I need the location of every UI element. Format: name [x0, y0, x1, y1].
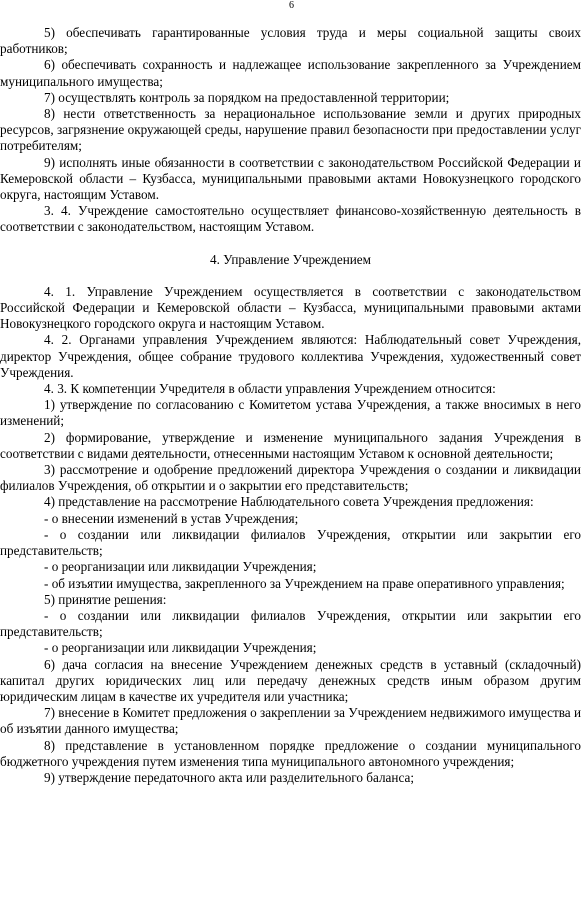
list-item: 7) внесение в Комитет предложения о закреплении за Учреждением недвижимого имущества и об изъятии данного имущества;	[0, 705, 581, 737]
clause-paragraph: 4. 2. Органами управления Учреждением являются: Наблюдательный совет Учреждения, директор Учреждения, общее собрание трудового коллектива Учреждения, художественный совет Учреждения.	[0, 332, 581, 380]
clause-paragraph: 4. 3. К компетенции Учредителя в области управления Учреждением относится:	[44, 381, 496, 397]
sub-list-item: - о внесении изменений в устав Учреждения;	[44, 510, 299, 526]
page-number: 6	[289, 0, 294, 11]
list-item: 4) представление на рассмотрение Наблюдательного совета Учреждения предложения:	[44, 494, 534, 510]
list-item: 6) дача согласия на внесение Учреждением денежных средств в уставный (складочный) капитал других юридических лиц или передачу денежных средств иным образом другим юридическим лицам в качестве их учредителя или участника;	[0, 656, 581, 704]
list-item: 8) представление в установленном порядке предложение о создании муниципального бюджетного учреждения путем изменения типа муниципального автономного учреждения;	[0, 737, 581, 769]
sub-list-item: - о создании или ликвидации филиалов Учреждения, открытии или закрытии его представительств;	[0, 526, 581, 559]
list-item: 6) обеспечивать сохранность и надлежащее использование закрепленного за Учреждением муниципального имущества;	[0, 57, 581, 89]
list-item: 8) нести ответственность за нерациональное использование земли и других природных ресурсов, загрязнение окружающей среды, нарушение правил безопасности при предоставлении услуг потребителям;	[0, 106, 581, 154]
list-item: 1) утверждение по согласованию с Комитетом устава Учреждения, а также вносимых в него изменений;	[0, 397, 581, 429]
list-item: 9) исполнять иные обязанности в соответствии с законодательством Российской Федерации и Кемеровской области – Кузбасса, муниципальными правовыми актами Новокузнецкого городского округа, настоящим Уставом.	[0, 154, 581, 203]
list-item: 2) формирование, утверждение и изменение муниципального задания Учреждения в соответствии с видами деятельности, отнесенными настоящим Уставом к основной деятельности;	[0, 429, 581, 461]
list-item: 9) утверждение передаточного акта или разделительного баланса;	[44, 769, 414, 785]
sub-list-item: - о создании или ликвидации филиалов Учреждения, открытии или закрытии его представительств;	[0, 607, 581, 640]
section-heading: 4. Управление Учреждением	[209, 251, 372, 267]
clause-paragraph: 3. 4. Учреждение самостоятельно осуществляет финансово-хозяйственную деятельность в соответствии с законодательством, настоящим Уставом.	[0, 203, 581, 235]
sub-list-item: - о реорганизации или ликвидации Учреждения;	[44, 640, 317, 656]
sub-list-item: - о реорганизации или ликвидации Учреждения;	[44, 559, 317, 575]
clause-paragraph: 4. 1. Управление Учреждением осуществляется в соответствии с законодательством Российской Федерации и Кемеровской области – Кузбасса, муниципальными правовыми актами Новокузнецкого городского округа и настоящим Уставом.	[0, 283, 581, 332]
sub-list-item: - об изъятии имущества, закрепленного за Учреждением на праве оперативного управления;	[44, 575, 565, 591]
list-item: 5) обеспечивать гарантированные условия труда и меры социальной защиты своих работников;	[0, 25, 581, 57]
list-item: 7) осуществлять контроль за порядком на предоставленной территории;	[44, 89, 450, 105]
list-item: 5) принятие решения:	[44, 591, 167, 607]
list-item: 3) рассмотрение и одобрение предложений директора Учреждения о создании и ликвидации филиалов Учреждения, об открытии и о закрытии его представительств;	[0, 462, 581, 494]
document-body	[0, 25, 581, 786]
